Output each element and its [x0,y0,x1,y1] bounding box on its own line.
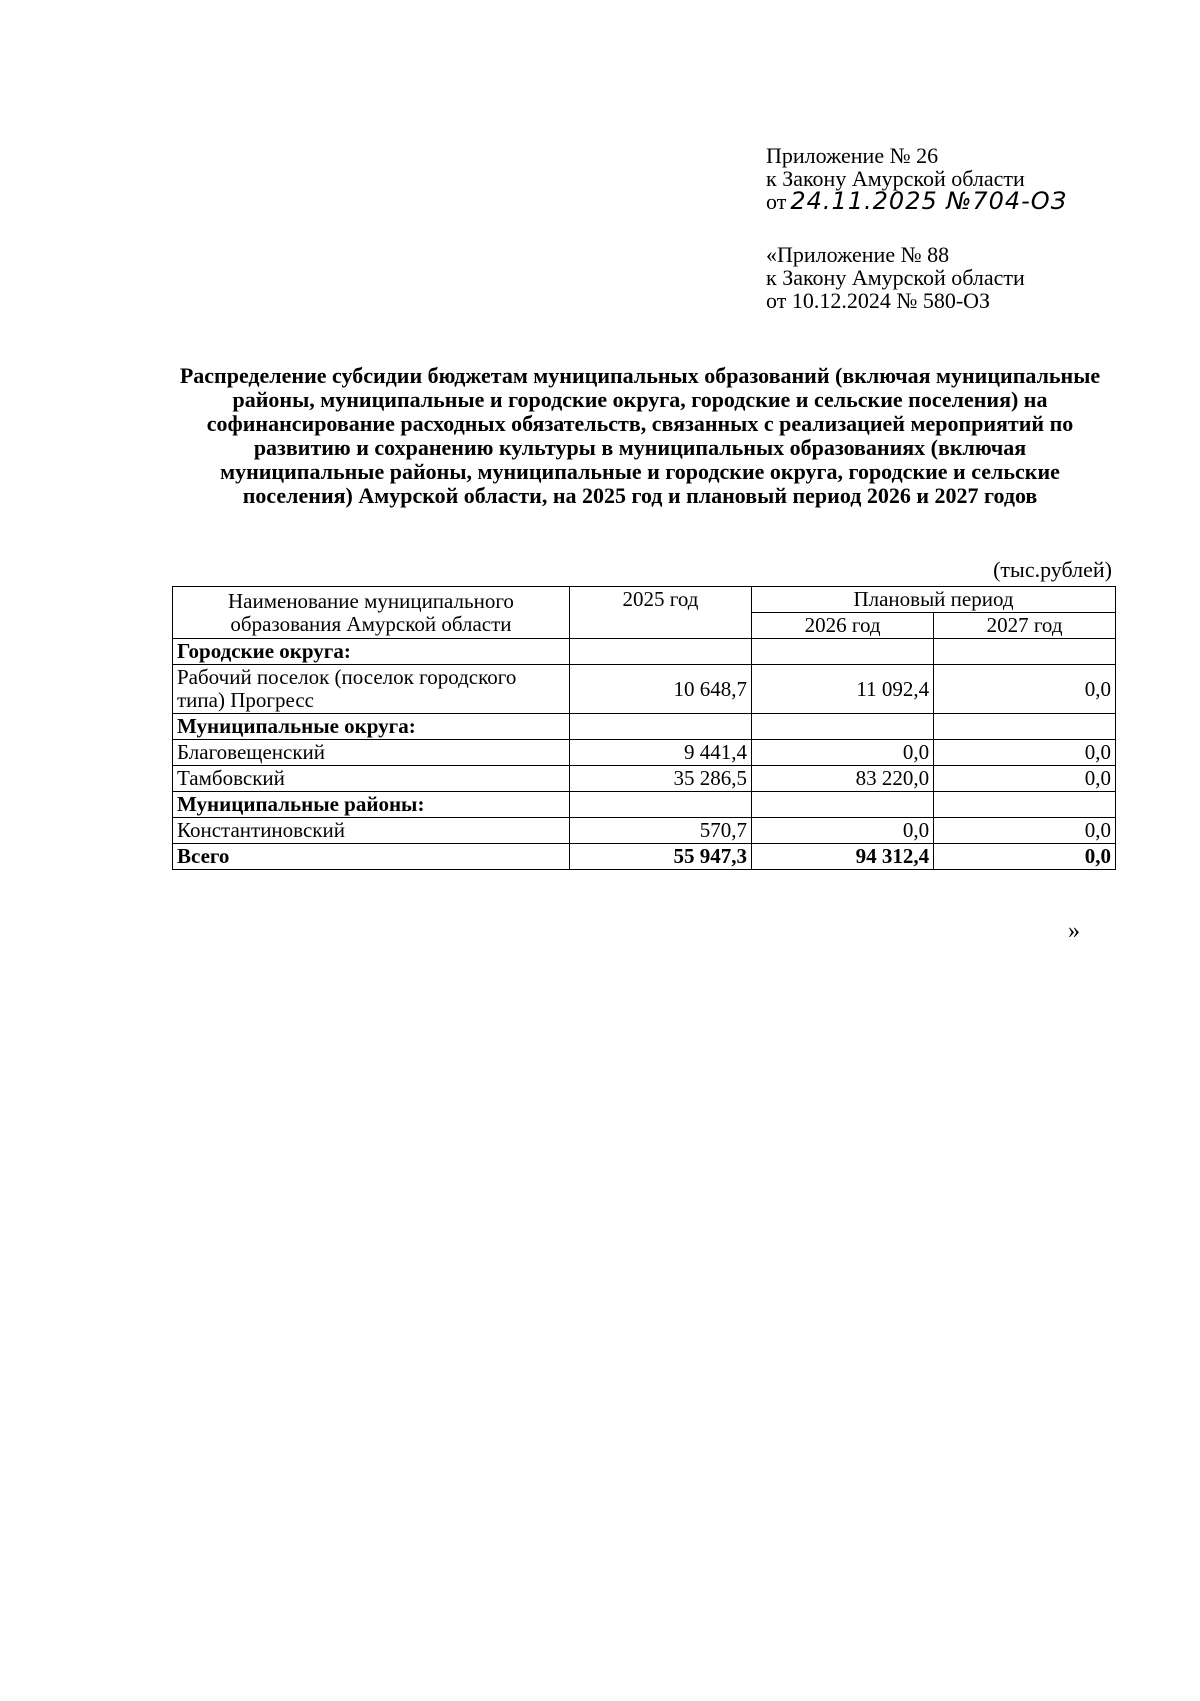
table-row [173,665,1116,714]
appendix-date-prefix: от [766,189,787,214]
appendix-law-reference: к Закону Амурской области [766,166,1025,191]
previous-appendix-number: «Приложение № 88 [766,242,950,267]
closing-quote: » [1068,918,1080,944]
row-value-2027: 0,0 [934,740,1116,766]
header-2025: 2025 год [569,587,751,639]
header-name: Наименование муниципального образования Амурской области [173,587,570,639]
appendix-previous-reference [766,243,1025,312]
appendix-number: Приложение № 26 [766,143,939,168]
header-2027: 2027 год [934,613,1116,639]
row-value-2027: 0,0 [934,665,1116,714]
header-2026: 2026 год [752,613,934,639]
row-value-2025: 9 441,4 [569,740,751,766]
units-label: (тыс.рублей) [993,557,1112,582]
row-name: Благовещенский [173,740,570,766]
row-value-2025: 570,7 [569,818,751,844]
handwritten-date-number: 24.11.2025 №704-ОЗ [790,187,1068,215]
row-value-2026: 0,0 [752,818,934,844]
row-value-2027: 0,0 [934,818,1116,844]
group-row [173,792,1116,818]
subsidy-distribution-table [172,586,1116,870]
total-label: Всего [173,844,570,870]
total-row [173,844,1116,870]
total-value-2026: 94 312,4 [752,844,934,870]
table-row [173,818,1116,844]
appendix-date-line [766,187,1068,215]
row-value-2025: 10 648,7 [569,665,751,714]
table-row [173,766,1116,792]
table-header-row [173,587,1116,613]
group-label: Муниципальные округа: [173,714,570,740]
row-name: Константиновский [173,818,570,844]
total-value-2025: 55 947,3 [569,844,751,870]
group-label: Городские округа: [173,639,570,665]
document-title: Распределение субсидии бюджетам муниципальных образований (включая муниципальные районы, муниципальные и городские округа, городские и сельские поселения) на софинансирование расходных обязательств, связанных с реализацией мероприятий по развитию и сохранению культуры в муниципальных образованиях (включая муниципальные районы, муниципальные и городские округа, городские и сельские поселения) Амурской области, на 2025 год и плановый период 2026 и 2027 годов [179,363,1101,508]
row-value-2027: 0,0 [934,766,1116,792]
appendix-current-reference [766,144,1067,213]
row-name: Тамбовский [173,766,570,792]
header-planned-period: Плановый период [752,587,1116,613]
previous-appendix-date: от 10.12.2024 № 580-ОЗ [766,288,991,313]
previous-appendix-law-reference: к Закону Амурской области [766,265,1025,290]
row-value-2026: 83 220,0 [752,766,934,792]
table-row [173,740,1116,766]
row-value-2026: 0,0 [752,740,934,766]
row-value-2025: 35 286,5 [569,766,751,792]
group-label: Муниципальные районы: [173,792,570,818]
row-value-2026: 11 092,4 [752,665,934,714]
row-name: Рабочий поселок (поселок городского типа) Прогресс [173,665,570,714]
total-value-2027: 0,0 [934,844,1116,870]
group-row [173,639,1116,665]
group-row [173,714,1116,740]
